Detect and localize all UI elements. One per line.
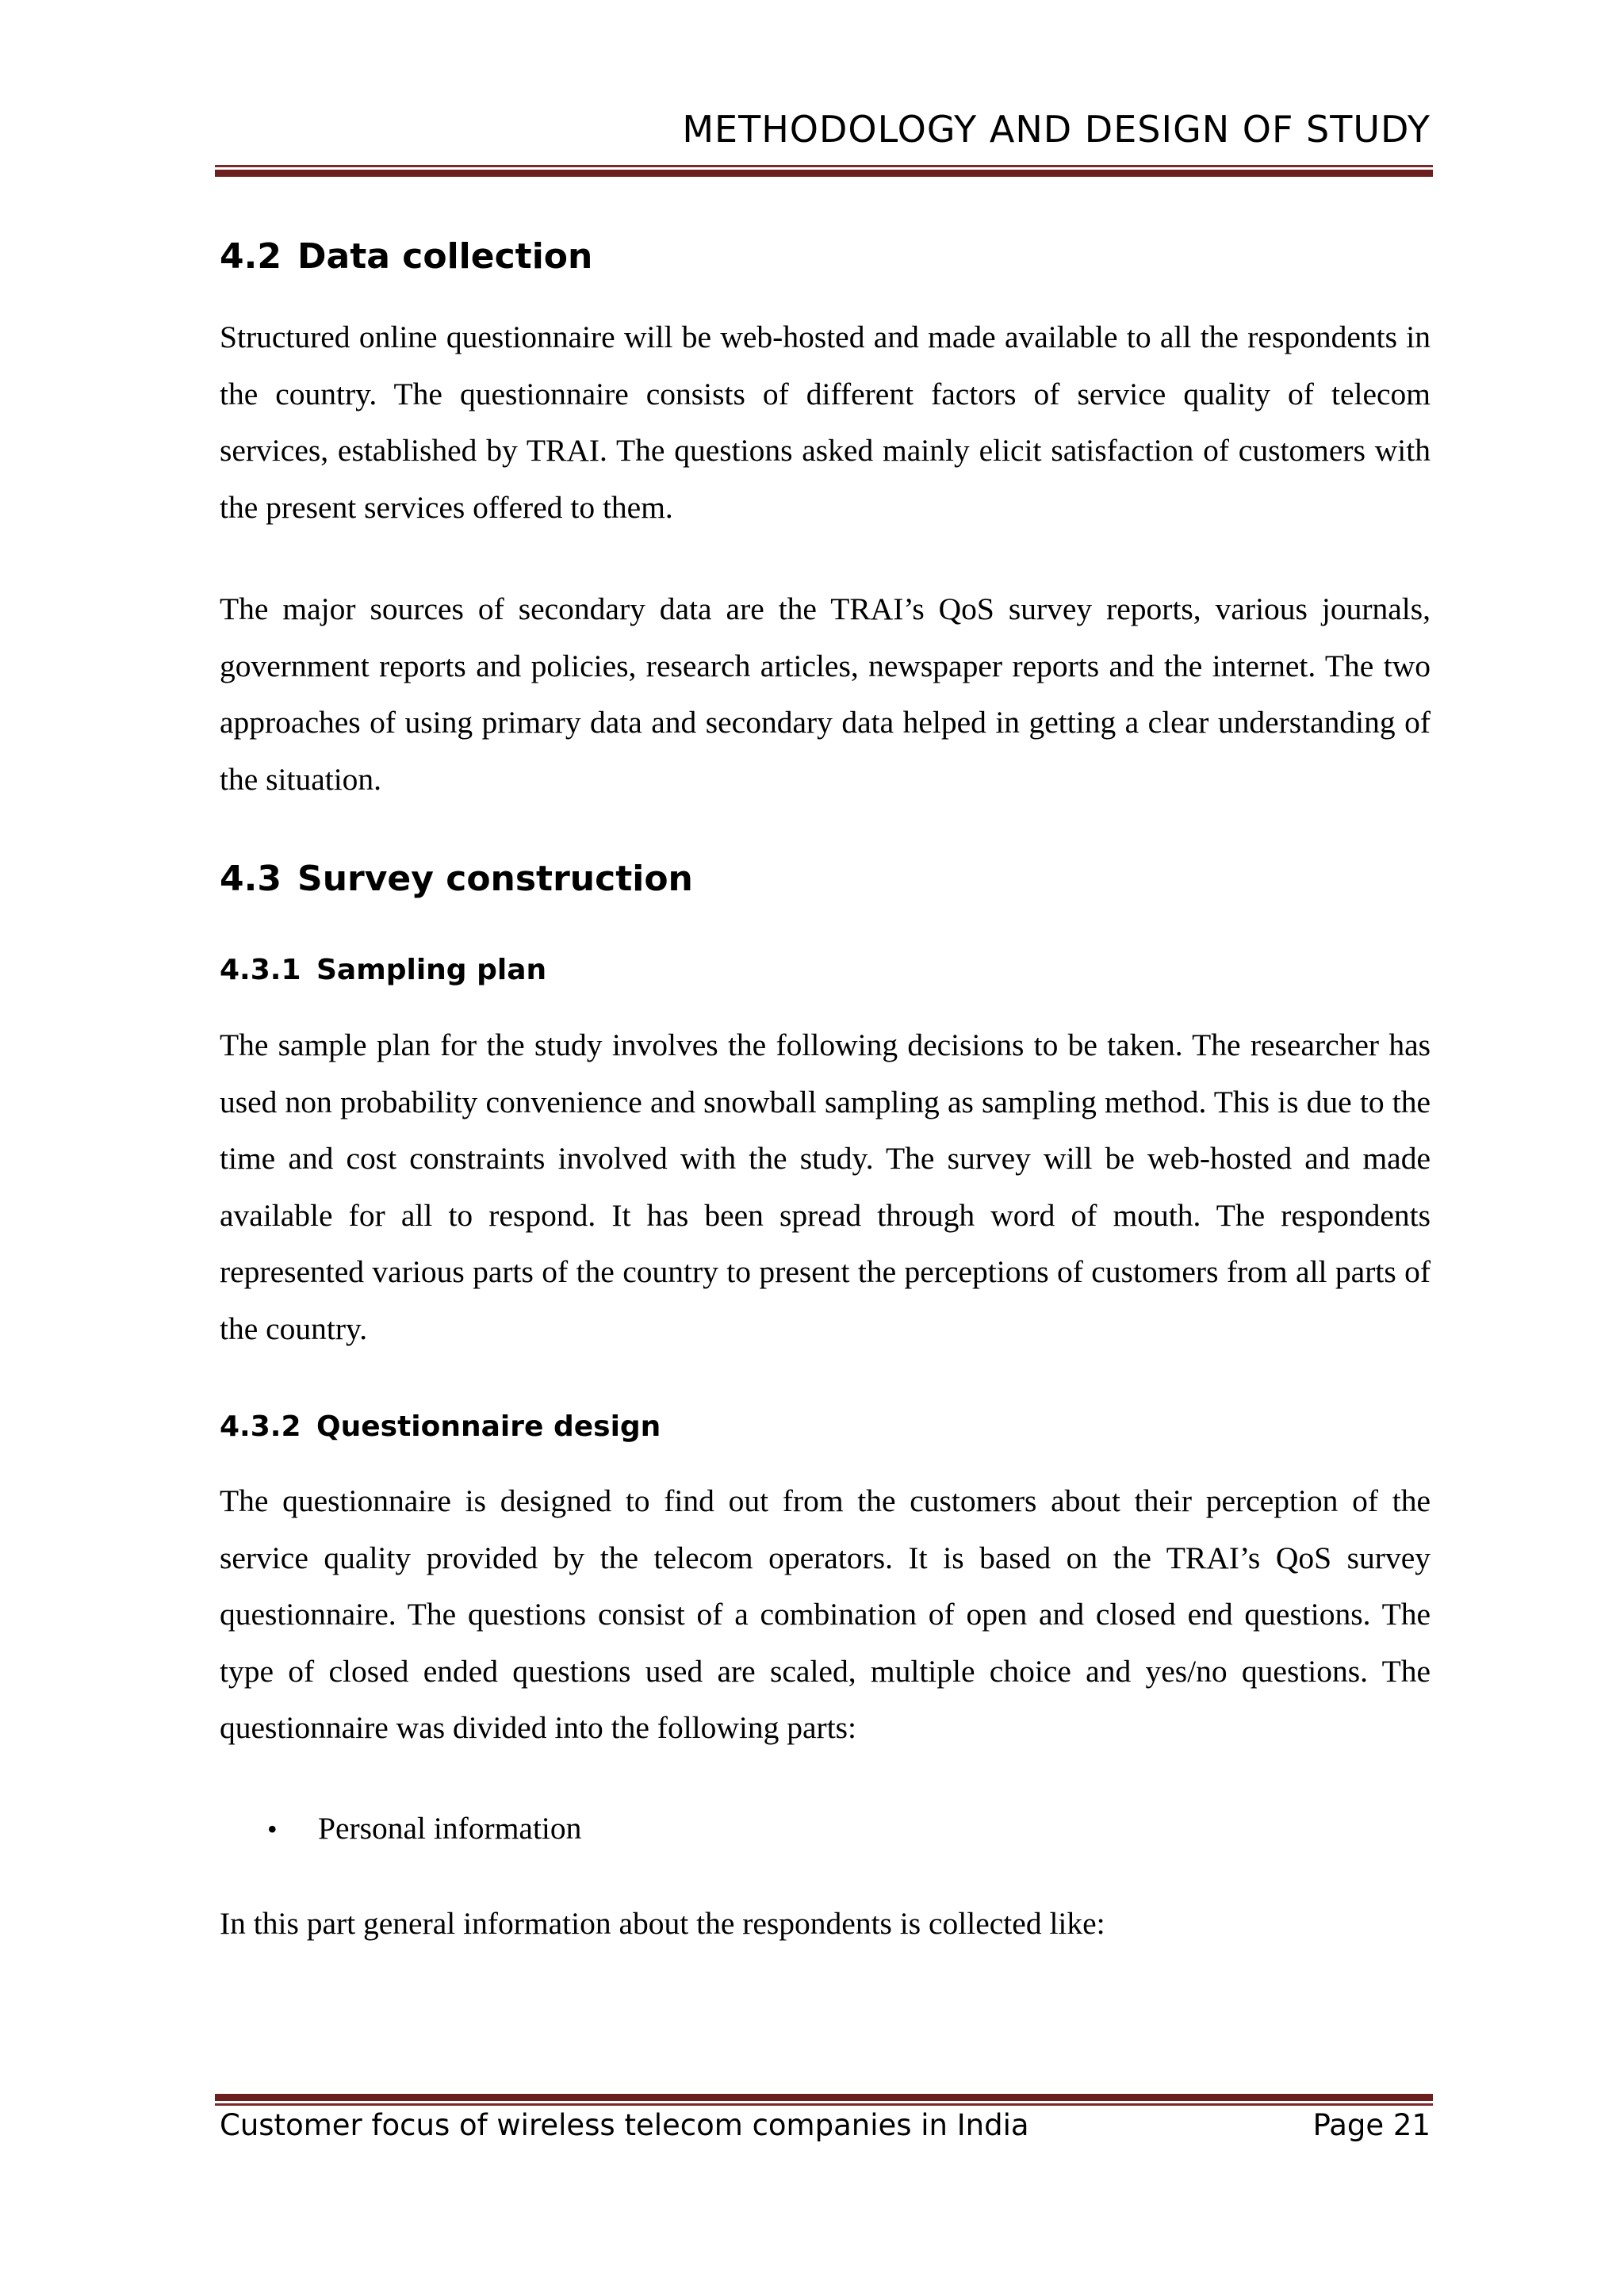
section-title: Survey construction bbox=[297, 859, 693, 899]
bullet-item bbox=[267, 1813, 581, 1845]
page-number: Page 21 bbox=[1312, 2108, 1431, 2142]
header-rule bbox=[215, 165, 1433, 177]
subsection-title: Sampling plan bbox=[316, 954, 547, 986]
paragraph-data-collection-2: The major sources of secondary data are the TRAI’s QoS survey reports, various journals, government reports and policies, research articles, newspaper reports and the internet. The two approaches of using primary data and secondary data helped in getting a clear understanding of the situation. bbox=[220, 591, 1431, 797]
footer-document-title: Customer focus of wireless telecom companies in India bbox=[220, 2108, 1029, 2142]
bullet-text: Personal information bbox=[318, 1811, 582, 1846]
section-title: Data collection bbox=[297, 236, 593, 277]
footer-rule bbox=[215, 2094, 1433, 2106]
paragraph-data-collection-1: Structured online questionnaire will be web-hosted and made available to all the respondents in the country. The questionnaire consists of different factors of service quality of telecom services, established by TRAI. The questions asked mainly elicit satisfaction of customers with the present services offered to them. bbox=[220, 320, 1431, 525]
bullet-icon: • bbox=[267, 1813, 278, 1845]
subsection-number: 4.3.1 bbox=[220, 954, 301, 986]
section-heading-data-collection bbox=[220, 236, 593, 277]
paragraph-sampling-plan: The sample plan for the study involves the following decisions to be taken. The researcher has used non probability convenience and snowball sampling as sampling method. This is due to the time and cost constraints involved with the study. The survey will be web-hosted and made available for all to respond. It has been spread through word of mouth. The respondents represented various parts of the country to present the perceptions of customers from all parts of the country. bbox=[220, 1027, 1431, 1346]
section-number: 4.3 bbox=[220, 859, 282, 899]
running-header: METHODOLOGY AND DESIGN OF STUDY bbox=[682, 108, 1431, 151]
subsection-heading-sampling-plan bbox=[220, 956, 546, 985]
paragraph-questionnaire-design: The questionnaire is designed to find out from the customers about their perception of the service quality provided by the telecom operators. It is based on the TRAI’s QoS survey questionnaire. The questions consist of a combination of open and closed end questions. The type of closed ended questions used are scaled, multiple choice and yes/no questions. The questionnaire was divided into the following parts: bbox=[220, 1483, 1431, 1745]
section-number: 4.2 bbox=[220, 236, 282, 277]
subsection-heading-questionnaire-design bbox=[220, 1410, 661, 1443]
subsection-title: Questionnaire design bbox=[316, 1410, 661, 1443]
section-heading-survey-construction bbox=[220, 859, 693, 899]
paragraph-after-bullets: In this part general information about the respondents is collected like: bbox=[220, 1906, 1105, 1941]
subsection-number: 4.3.2 bbox=[220, 1410, 301, 1443]
